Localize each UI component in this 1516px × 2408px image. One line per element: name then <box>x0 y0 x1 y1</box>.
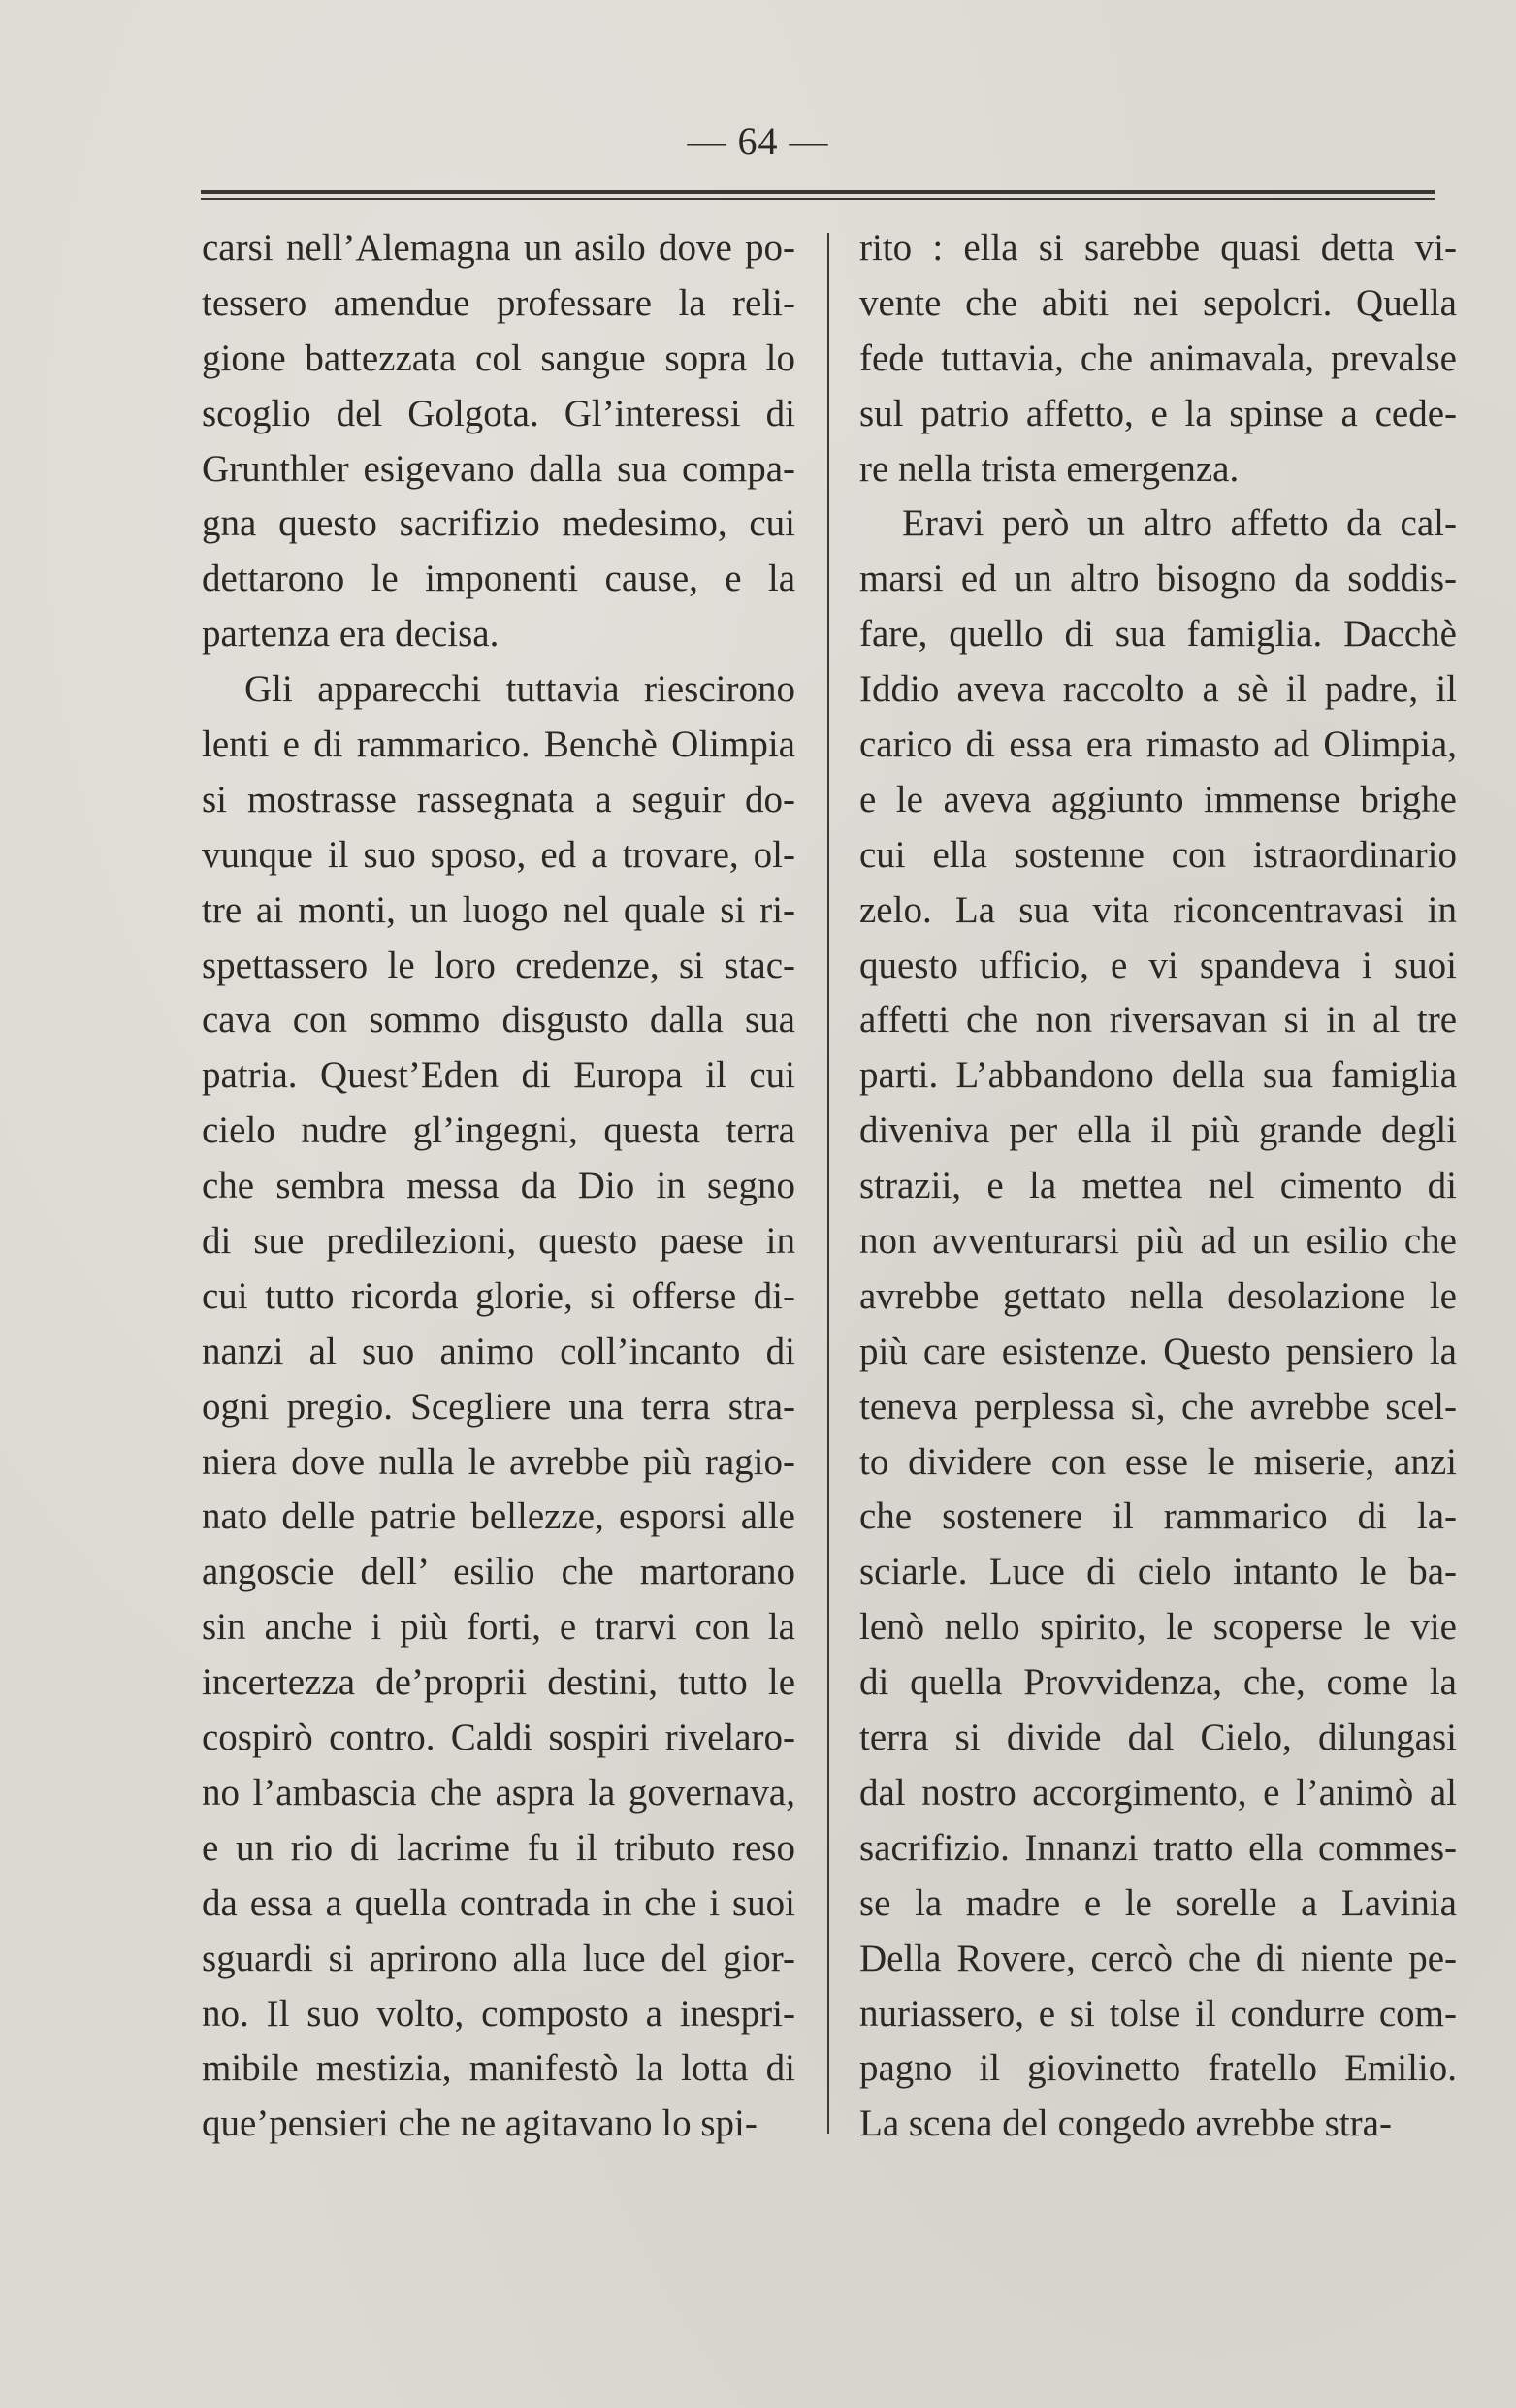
text-line: angoscie dell’ esilio che martorano <box>202 1551 795 1593</box>
text-line: lenti e di rammarico. Benchè Olimpia <box>202 723 795 766</box>
text-line: carico di essa era rimasto ad Olimpia, <box>859 723 1457 766</box>
text-line: se la madre e le sorelle a Lavinia <box>859 1881 1457 1924</box>
page-number: — 64 — <box>687 119 829 163</box>
text-line: sguardi si aprirono alla luce del gior- <box>202 1937 795 1979</box>
text-line: sin anche i più forti, e trarvi con la <box>202 1606 795 1649</box>
text-line: no l’ambascia che aspra la governava, <box>202 1771 795 1814</box>
text-line: di quella Provvidenza, che, come la <box>859 1661 1457 1704</box>
text-line: Eravi però un altro affetto da cal- <box>902 502 1457 545</box>
text-line: dettarono le imponenti cause, e la <box>202 558 795 600</box>
text-line: zelo. La sua vita riconcentravasi in <box>859 888 1457 931</box>
text-line: re nella trista emergenza. <box>859 447 1240 490</box>
text-line: terra si divide dal Cielo, dilungasi <box>859 1717 1457 1759</box>
text-line: no. Il suo volto, composto a inespri- <box>202 1992 795 2035</box>
text-line: pagno il giovinetto fratello Emilio. <box>859 2047 1457 2090</box>
text-line: Della Rovere, cercò che di niente pe- <box>859 1937 1457 1979</box>
text-line: gna questo sacrifizio medesimo, cui <box>202 502 795 545</box>
text-line: diveniva per ella il più grande degli <box>859 1109 1457 1152</box>
text-line: cui tutto ricorda glorie, si offerse di- <box>202 1274 795 1317</box>
header-rule-thin <box>201 198 1435 200</box>
text-line: to dividere con esse le miserie, anzi <box>859 1440 1457 1483</box>
text-line: gione battezzata col sangue sopra lo <box>202 337 795 379</box>
text-line: Grunthler esigevano dalla sua compa- <box>202 447 795 490</box>
text-column-left <box>202 221 795 2152</box>
text-line: Iddio aveva raccolto a sè il padre, il <box>859 668 1457 711</box>
text-line: La scena del congedo avrebbe stra- <box>859 2103 1392 2145</box>
text-line: avrebbe gettato nella desolazione le <box>859 1274 1457 1317</box>
text-line: Gli apparecchi tuttavia riescirono <box>244 668 795 711</box>
text-line: sacrifizio. Innanzi tratto ella commes- <box>859 1826 1457 1869</box>
text-line: nanzi al suo animo coll’incanto di <box>202 1330 795 1372</box>
text-line: cospirò contro. Caldi sospiri rivelaro- <box>202 1717 795 1759</box>
text-line: lenò nello spirito, le scoperse le vie <box>859 1606 1457 1649</box>
text-line: partenza era decisa. <box>202 613 500 656</box>
header-rule <box>201 190 1435 194</box>
text-line: teneva perplessa sì, che avrebbe scel- <box>859 1385 1457 1428</box>
text-line: fede tuttavia, che animavala, prevalse <box>859 337 1457 379</box>
text-line: affetti che non riversavan si in al tre <box>859 999 1457 1042</box>
text-line: parti. L’abbandono della sua famiglia <box>859 1054 1457 1097</box>
text-line: que’pensieri che ne agitavano lo spi- <box>202 2103 758 2145</box>
text-line: fare, quello di sua famiglia. Dacchè <box>859 613 1457 656</box>
text-line: sciarle. Luce di cielo intanto le ba- <box>859 1551 1457 1593</box>
text-line: si mostrasse rassegnata a seguir do- <box>202 778 795 820</box>
text-line: ogni pregio. Scegliere una terra stra- <box>202 1385 795 1428</box>
text-line: che sembra messa da Dio in segno <box>202 1165 795 1207</box>
text-column-right <box>859 221 1457 2152</box>
text-line: che sostenere il rammarico di la- <box>859 1495 1457 1538</box>
text-line: incertezza de’proprii destini, tutto le <box>202 1661 795 1704</box>
text-line: vente che abiti nei sepolcri. Quella <box>859 281 1457 324</box>
text-line: e le aveva aggiunto immense brighe <box>859 778 1457 820</box>
text-line: cui ella sostenne con istraordinario <box>859 833 1457 876</box>
text-line: questo ufficio, e vi spandeva i suoi <box>859 944 1457 986</box>
text-line: e un rio di lacrime fu il tributo reso <box>202 1826 795 1869</box>
text-line: tre ai monti, un luogo nel quale si ri- <box>202 888 795 931</box>
text-line: cava con sommo disgusto dalla sua <box>202 999 795 1042</box>
text-line: tessero amendue professare la reli- <box>202 281 795 324</box>
text-line: di sue predilezioni, questo paese in <box>202 1220 795 1263</box>
text-line: patria. Quest’Eden di Europa il cui <box>202 1054 795 1097</box>
text-line: mibile mestizia, manifestò la lotta di <box>202 2047 795 2090</box>
text-line: sul patrio affetto, e la spinse a cede- <box>859 392 1457 434</box>
text-line: nato delle patrie bellezze, esporsi alle <box>202 1495 795 1538</box>
text-line: vunque il suo sposo, ed a trovare, ol- <box>202 833 795 876</box>
text-line: più care esistenze. Questo pensiero la <box>859 1330 1457 1372</box>
text-line: niera dove nulla le avrebbe più ragio- <box>202 1440 795 1483</box>
text-line: rito : ella si sarebbe quasi detta vi- <box>859 227 1457 269</box>
column-divider <box>827 233 829 2134</box>
text-line: carsi nell’Alemagna un asilo dove po- <box>202 227 795 269</box>
text-line: dal nostro accorgimento, e l’animò al <box>859 1771 1457 1814</box>
text-line: marsi ed un altro bisogno da soddis- <box>859 558 1457 600</box>
text-line: strazii, e la mettea nel cimento di <box>859 1165 1457 1207</box>
text-line: cielo nudre gl’ingegni, questa terra <box>202 1109 795 1152</box>
text-line: nuriassero, e si tolse il condurre com- <box>859 1992 1457 2035</box>
text-line: da essa a quella contrada in che i suoi <box>202 1881 795 1924</box>
text-line: spettassero le loro credenze, si stac- <box>202 944 795 986</box>
text-line: scoglio del Golgota. Gl’interessi di <box>202 392 795 434</box>
text-line: non avventurarsi più ad un esilio che <box>859 1220 1457 1263</box>
